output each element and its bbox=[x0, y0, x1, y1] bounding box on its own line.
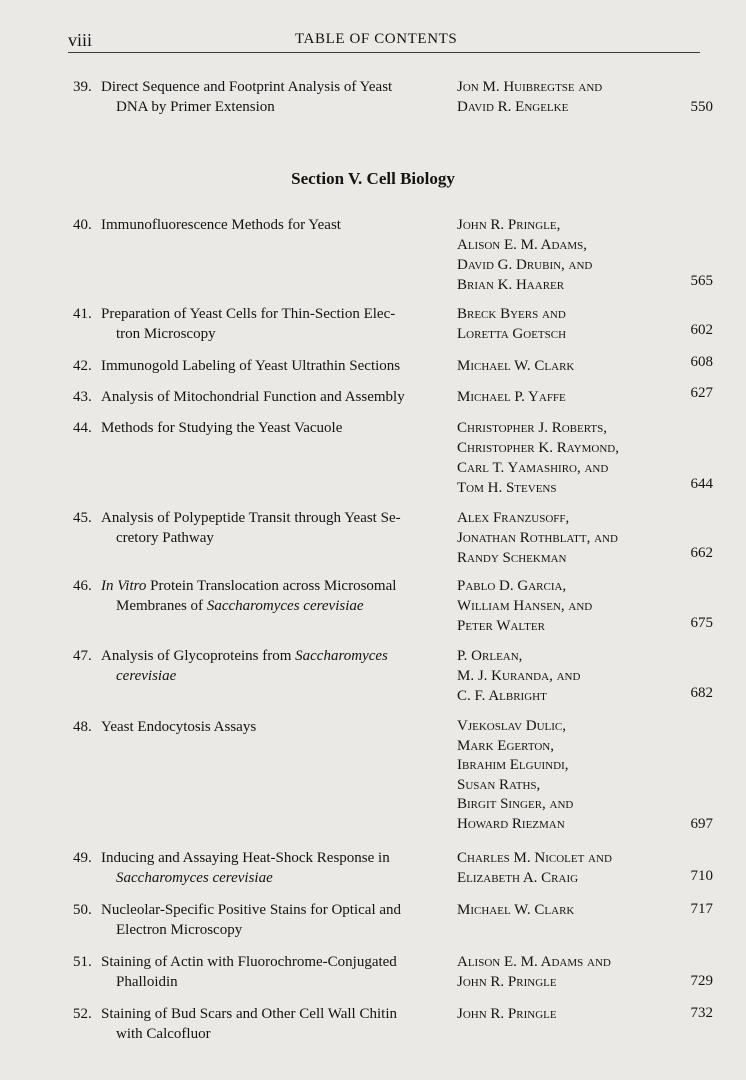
entry-authors: Michael W. Clark bbox=[457, 902, 575, 918]
entry-authors: John R. Pringle, Alison E. M. Adams, David G. Drubin, and Brian K. Haarer bbox=[457, 217, 593, 293]
entry-number: 40. bbox=[73, 217, 92, 233]
entry-authors: Alison E. M. Adams and John R. Pringle bbox=[457, 954, 611, 990]
entry-title: Inducing and Assaying Heat-Shock Response in Saccharomyces cerevisiae bbox=[101, 850, 390, 886]
entry-authors: Charles M. Nicolet and Elizabeth A. Craig bbox=[457, 850, 612, 886]
entry-page: 550 bbox=[690, 99, 713, 115]
header-rule bbox=[68, 52, 700, 53]
entry-authors: P. Orlean, M. J. Kuranda, and C. F. Albright bbox=[457, 648, 581, 704]
entry-authors: Pablo D. Garcia, William Hansen, and Peter Walter bbox=[457, 578, 593, 634]
entry-title: Staining of Bud Scars and Other Cell Wall Chitin with Calcofluor bbox=[101, 1006, 397, 1042]
entry-title: Analysis of Mitochondrial Function and Assembly bbox=[101, 389, 405, 405]
running-header: TABLE OF CONTENTS bbox=[295, 31, 458, 47]
entry-authors: Breck Byers and Loretta Goetsch bbox=[457, 306, 567, 342]
entry-title: Methods for Studying the Yeast Vacuole bbox=[101, 420, 343, 436]
entry-title: Staining of Actin with Fluorochrome-Conjugated Phalloidin bbox=[101, 954, 397, 990]
entry-number: 41. bbox=[73, 306, 92, 322]
entry-number: 49. bbox=[73, 850, 92, 866]
entry-number: 48. bbox=[73, 719, 92, 735]
entry-page: 644 bbox=[690, 476, 713, 492]
entry-number: 47. bbox=[73, 648, 92, 664]
page-number: viii bbox=[68, 30, 93, 50]
entry-page: 682 bbox=[690, 685, 713, 701]
entry-number: 45. bbox=[73, 510, 92, 526]
entry-page: 732 bbox=[690, 1005, 713, 1021]
entry-authors: Michael P. Yaffe bbox=[457, 389, 566, 405]
entry-number: 52. bbox=[73, 1006, 92, 1022]
entry-page: 710 bbox=[690, 868, 713, 884]
entry-number: 50. bbox=[73, 902, 92, 918]
entry-number: 43. bbox=[73, 389, 92, 405]
entry-title: Immunogold Labeling of Yeast Ultrathin Sections bbox=[101, 358, 401, 374]
section-heading: Section V. Cell Biology bbox=[291, 169, 455, 188]
entry-page: 717 bbox=[690, 901, 713, 917]
entry-page: 602 bbox=[690, 322, 713, 338]
entry-number: 42. bbox=[73, 358, 92, 374]
entry-authors: Alex Franzusoff, Jonathan Rothblatt, and Randy Schekman bbox=[457, 510, 618, 566]
entry-title: Direct Sequence and Footprint Analysis of Yeast DNA by Primer Extension bbox=[101, 79, 393, 115]
entry-title: Analysis of Glycoproteins from Saccharomyces cerevisiae bbox=[101, 648, 388, 684]
entry-title: Analysis of Polypeptide Transit through Yeast Se- cretory Pathway bbox=[101, 510, 401, 546]
entry-page: 627 bbox=[690, 385, 713, 401]
entry-authors: Michael W. Clark bbox=[457, 358, 575, 374]
entry-number: 44. bbox=[73, 420, 92, 436]
entry-number: 39. bbox=[73, 79, 92, 95]
entry-number: 46. bbox=[73, 578, 92, 594]
entry-page: 662 bbox=[690, 545, 713, 561]
entry-title: Nucleolar-Specific Positive Stains for Optical and Electron Microscopy bbox=[101, 902, 402, 938]
entry-authors: Christopher J. Roberts, Christopher K. Raymond, Carl T. Yamashiro, and Tom H. Stevens bbox=[457, 420, 619, 496]
entry-authors: Vjekoslav Dulic, Mark Egerton, Ibrahim Elguindi, Susan Raths, Birgit Singer, and Howard Riezman bbox=[457, 718, 574, 832]
entry-page: 675 bbox=[690, 615, 713, 631]
entry-title: Yeast Endocytosis Assays bbox=[101, 719, 257, 735]
entry-page: 565 bbox=[690, 273, 713, 289]
entry-title: Immunofluorescence Methods for Yeast bbox=[101, 217, 341, 233]
entry-page: 729 bbox=[690, 973, 713, 989]
entry-page: 608 bbox=[690, 354, 713, 370]
entry-authors: John R. Pringle bbox=[457, 1006, 557, 1022]
entry-title: Preparation of Yeast Cells for Thin-Section Elec- tron Microscopy bbox=[101, 306, 396, 342]
entry-authors: Jon M. Huibregtse and David R. Engelke bbox=[457, 79, 603, 115]
entry-page: 697 bbox=[690, 816, 713, 832]
entry-title: In Vitro Protein Translocation across Microsomal Membranes of Saccharomyces cerevisiae bbox=[101, 578, 397, 614]
entry-number: 51. bbox=[73, 954, 92, 970]
